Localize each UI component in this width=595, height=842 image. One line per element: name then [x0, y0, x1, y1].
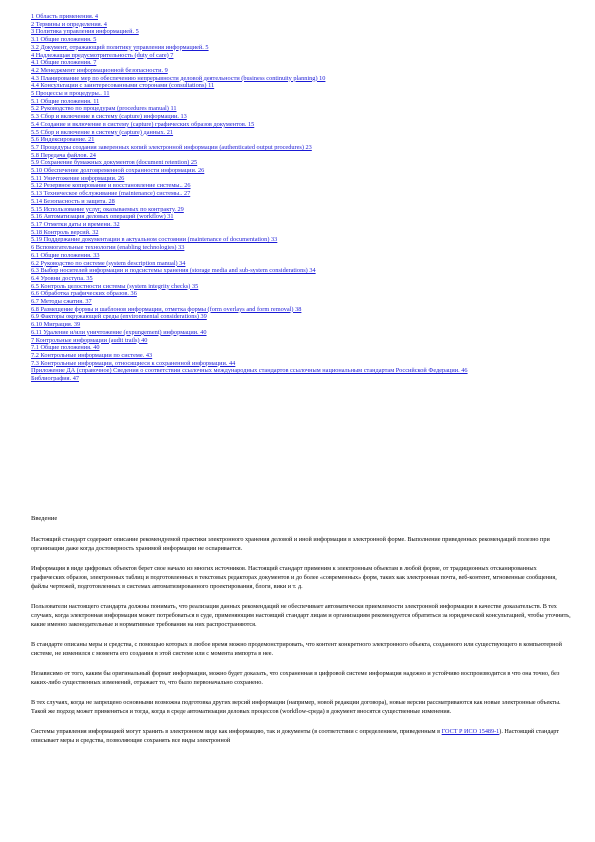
- paragraph-text: Системы управления информацией могут хранить в электронном виде как информацию, так и документы (в соответствии с определением, приведенным в: [31, 728, 442, 735]
- toc-link[interactable]: 5 Процессы и процедуры.. 11: [31, 90, 110, 98]
- toc-link[interactable]: 6.8 Размещение формы и шаблонов информации, отметка формы (form overlays and form removal) 38: [31, 305, 302, 313]
- toc-link[interactable]: 2 Термины и определения. 4: [31, 20, 107, 28]
- toc-link[interactable]: 6.6 Обработка графических образов. 36: [31, 290, 137, 298]
- toc-link[interactable]: Библиография. 47: [31, 375, 80, 383]
- toc-link[interactable]: 5.15 Использование услуг, оказываемых по контракту. 29: [31, 205, 184, 213]
- toc-link[interactable]: 5.10 Обеспечение долговременной сохранности информации. 26: [31, 167, 205, 175]
- toc-link[interactable]: 5.5 Сбор и включение в систему (capture) данных. 21: [31, 128, 174, 136]
- toc-link[interactable]: 1 Область применения. 4: [31, 13, 99, 20]
- toc-link[interactable]: 6.1 Общие положения. 33: [31, 251, 100, 259]
- document-body: [31, 535, 571, 756]
- toc-link[interactable]: 5.19 Поддержание документации в актуальном состоянии (maintenance of documentation) 33: [31, 236, 278, 244]
- paragraph-last: [31, 727, 571, 745]
- toc-link[interactable]: 4.4 Консультации с заинтересованными сторонами (consultations) 11: [31, 82, 215, 90]
- paragraph: Независимо от того, каким бы оригинальный формат информации, можно будет доказать, что сохраненная в цифровой системе информация надежно и устойчиво воспроизводится в что она точно, без каких-либо существенных изменений, отражает то, что было первоначально сохранено.: [31, 670, 560, 686]
- paragraph-text: ). Настоящий стандарт описывает меры и средства, позволяющие сохранять все виды электронной: [31, 728, 559, 744]
- toc-link[interactable]: 7.3 Контрольные информации, относящиеся к сохраненной информации. 44: [31, 359, 236, 367]
- toc-link[interactable]: 5.13 Техническое обслуживание (maintenance) системы.. 27: [31, 190, 191, 198]
- toc-link[interactable]: 6.11 Удаление и/или уничтожение (expungement) информации. 40: [31, 328, 207, 336]
- toc-link[interactable]: 5.18 Контроль версий. 32: [31, 228, 99, 236]
- toc-link[interactable]: 5.14 Безопасность и защита. 28: [31, 197, 115, 205]
- standard-link[interactable]: ГОСТ Р ИСО 15489-1: [441, 728, 500, 735]
- toc-link[interactable]: 4 Надлежащая предусмотрительность (duty of care) 7: [31, 51, 174, 59]
- toc-link[interactable]: 5.17 Отметки даты и времени. 32: [31, 220, 120, 228]
- toc-link[interactable]: 7.2 Контрольные информации по системе. 43: [31, 351, 153, 359]
- toc-link[interactable]: Приложение ДА (справочное) Сведения о соответствии ссылочных международных стандартов ссылочным национальным стандартам Российской Федерации. 46: [31, 367, 468, 375]
- toc-link[interactable]: 6 Вспомогательные технологии (enabling technologies) 33: [31, 244, 185, 252]
- toc-link[interactable]: 5.12 Резервное копирование и восстановление системы.. 26: [31, 182, 191, 190]
- toc-link[interactable]: 4.3 Планирование мер по обеспечению непрерывности деловой деятельности (business continuity planning) 10: [31, 74, 326, 82]
- toc-link[interactable]: 4.1 Общие положения. 7: [31, 59, 97, 67]
- paragraph: В стандарте описаны меры и средства, с помощью которых в любое время можно продемонстрировать, что контент конкретного электронного объекта, созданного или существующего в компьютерной системе, не изменился с момента его создания в этой системе или с момента импорта в нее.: [31, 641, 562, 657]
- paragraph: В тех случаях, когда не запрещено основными возможна подготовка других версий информации (например, новой редакции договора), новые версии рассматриваются как новые электронные объекты. Такой же подход может применяться и тогда, когда в среде автоматизации деловых процессов (workflow-среда) в документ вносятся существенные изменения.: [31, 699, 561, 715]
- toc-link[interactable]: 3 Политика управления информацией. 5: [31, 28, 139, 36]
- toc-link[interactable]: 5.7 Процедуры создания заверенных копий электронной информации (authenticated output procedures) 23: [31, 143, 312, 151]
- toc-link[interactable]: 5.4 Создание и включение в систему (capture) графических образов документов. 15: [31, 120, 255, 128]
- toc-link[interactable]: 6.3 Выбор носителей информации и подсистемы хранения (storage media and sub-system considerations) 34: [31, 267, 316, 275]
- toc-link[interactable]: 5.3 Сбор и включение в систему (capture) информации. 13: [31, 113, 187, 121]
- toc-link[interactable]: 6.10 Миграция. 39: [31, 321, 81, 329]
- paragraph: Настоящий стандарт содержит описание рекомендуемой практики электронного хранения деловой и иной информации в электронной форме. Выполнение приведенных рекомендаций полезно при организации даже когда достоверность хранимой информации не оспаривается.: [31, 536, 550, 552]
- toc-link[interactable]: 7.1 Общие положения. 40: [31, 344, 100, 352]
- table-of-contents: [31, 13, 571, 383]
- toc-link[interactable]: 6.9 Факторы окружающей среды (environmental considerations) 39: [31, 313, 207, 321]
- paragraph: Пользователи настоящего стандарта должны понимать, что реализация данных рекомендаций не обеспечивает автоматически приемлемости электронной информации в качестве доказательств. В тех случаях, когда электронная информация может потребоваться в суде, применяющим настоящий стандарт лицам и организациям рекомендуется обратиться за юридической консультацией, чтобы уточнить, какие именно законодательные и нормативные требования на них распространяются.: [31, 603, 571, 628]
- toc-link[interactable]: 5.11 Уничтожение информации. 26: [31, 174, 125, 182]
- toc-link[interactable]: 6.2 Руководство по системе (system description manual) 34: [31, 259, 186, 267]
- toc-link[interactable]: 6.5 Контроль целостности системы (system integrity checks) 35: [31, 282, 199, 290]
- toc-link[interactable]: 4.2 Менеджмент информационной безопасности. 9: [31, 66, 168, 74]
- toc-link[interactable]: 5.8 Передача файлов. 24: [31, 151, 96, 159]
- toc-link[interactable]: 5.6 Индексирование. 21: [31, 136, 95, 144]
- section-heading: Введение: [31, 515, 58, 522]
- toc-link[interactable]: 7 Контрольные информации (audit trails) 40: [31, 336, 148, 344]
- toc-link[interactable]: 6.4 Уровни доступа. 35: [31, 274, 93, 282]
- toc-link[interactable]: 5.2 Руководство по процедурам (procedures manual) 11: [31, 105, 177, 113]
- paragraph: Информация в виде цифровых объектов берет свое начало из многих источников. Настоящий стандарт применим к электронным объектам в любой форме, от традиционных отсканированных графических образов, электронных таблиц и подготовленных в текстовых редакторах документов и до более «современных» форм, таких как электронная почта, веб-контент, мгновенные сообщения, файлы чертежей, подготовленных в системах автоматизированного проектирования, блоги, вики и т. д.: [31, 565, 557, 590]
- toc-link[interactable]: 5.16 Автоматизация деловых операций (workflow) 31: [31, 213, 174, 221]
- toc-link[interactable]: 5.9 Сохранение бумажных документов (document retention) 25: [31, 159, 198, 167]
- toc-link[interactable]: 6.7 Методы сжатия. 37: [31, 298, 92, 306]
- toc-link[interactable]: 5.1 Общие положения. 11: [31, 97, 100, 105]
- toc-link[interactable]: 3.1 Общие положения. 5: [31, 36, 97, 44]
- toc-link[interactable]: 3.2 Документ, отражающий политику управления информацией. 5: [31, 43, 209, 51]
